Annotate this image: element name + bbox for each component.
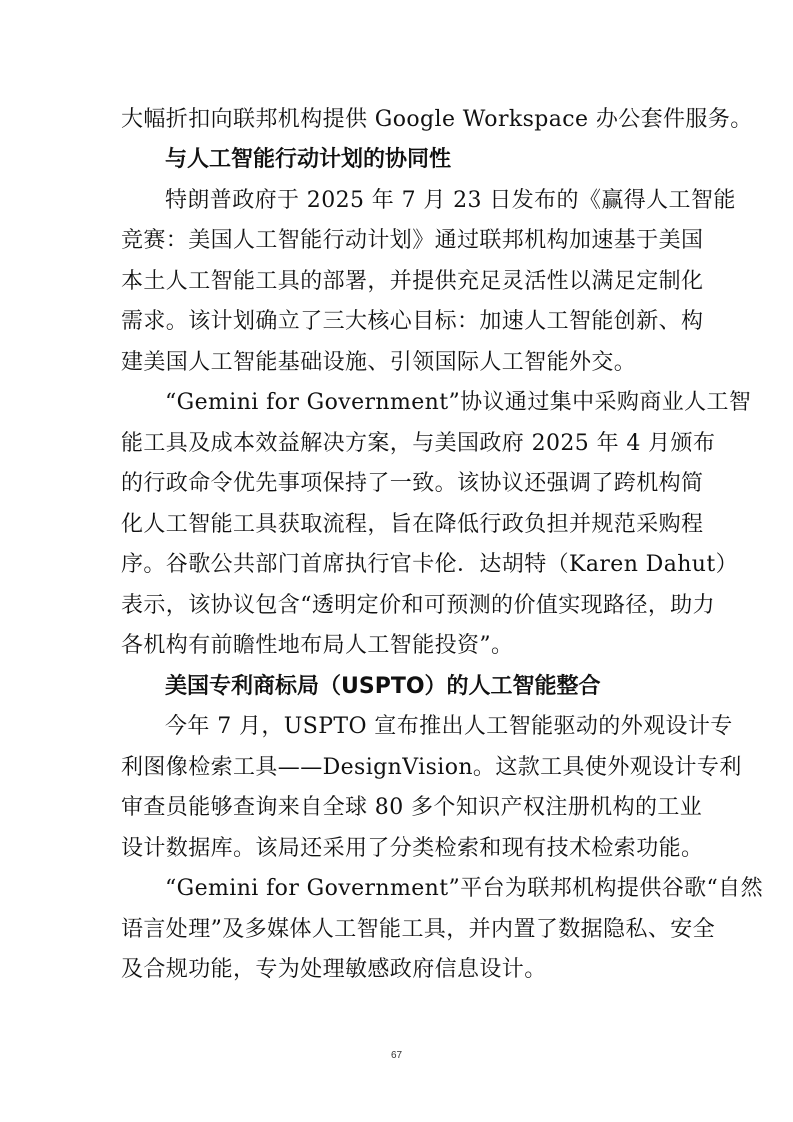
body-text-line: 设计数据库。该局还采用了分类检索和现有技术检索功能。 bbox=[121, 836, 704, 861]
body-text-line: 各机构有前瞻性地布局人工智能投资”。 bbox=[121, 633, 514, 658]
body-text-line: 特朗普政府于 2025 年 7 月 23 日发布的《赢得人工智能 bbox=[165, 188, 736, 213]
body-text-line: 化人工智能工具获取流程，旨在降低行政负担并规范采购程 bbox=[121, 512, 704, 537]
page-number: 67 bbox=[390, 1050, 403, 1061]
body-text-line: 的行政命令优先事项保持了一致。该协议还强调了跨机构简 bbox=[121, 471, 704, 496]
section-heading: 与人工智能行动计划的协同性 bbox=[165, 147, 452, 172]
body-text-line: 本土人工智能工具的部署，并提供充足灵活性以满足定制化 bbox=[121, 269, 704, 294]
body-text-line: 序。谷歌公共部门首席执行官卡伦．达胡特（Karen Dahut） bbox=[121, 552, 738, 577]
body-text-line: 竞赛：美国人工智能行动计划》通过联邦机构加速基于美国 bbox=[121, 228, 704, 253]
body-text-line: 表示，该协议包含“透明定价和可预测的价值实现路径，助力 bbox=[121, 593, 716, 618]
body-text-line: 能工具及成本效益解决方案，与美国政府 2025 年 4 月颁布 bbox=[121, 431, 716, 456]
body-text-line: 利图像检索工具——DesignVision。这款工具使外观设计专利 bbox=[121, 755, 742, 780]
section-heading: 美国专利商标局（USPTO）的人工智能整合 bbox=[165, 674, 601, 699]
body-text-line: 建美国人工智能基础设施、引领国际人工智能外交。 bbox=[121, 350, 637, 375]
body-text-line: 需求。该计划确立了三大核心目标：加速人工智能创新、构 bbox=[121, 309, 704, 334]
body-text-line: 及合规功能，专为处理敏感政府信息设计。 bbox=[121, 957, 547, 982]
body-text-line: 审查员能够查询来自全球 80 多个知识产权注册机构的工业 bbox=[121, 795, 703, 820]
body-text-line: “Gemini for Government”协议通过集中采购商业人工智 bbox=[165, 390, 752, 415]
body-text-line: “Gemini for Government”平台为联邦机构提供谷歌“自然 bbox=[165, 876, 763, 901]
body-text-line: 今年 7 月，USPTO 宣布推出人工智能驱动的外观设计专 bbox=[165, 714, 733, 739]
body-text-line: 语言处理”及多媒体人工智能工具，并内置了数据隐私、安全 bbox=[121, 917, 716, 942]
body-text-line: 大幅折扣向联邦机构提供 Google Workspace 办公套件服务。 bbox=[121, 107, 753, 132]
